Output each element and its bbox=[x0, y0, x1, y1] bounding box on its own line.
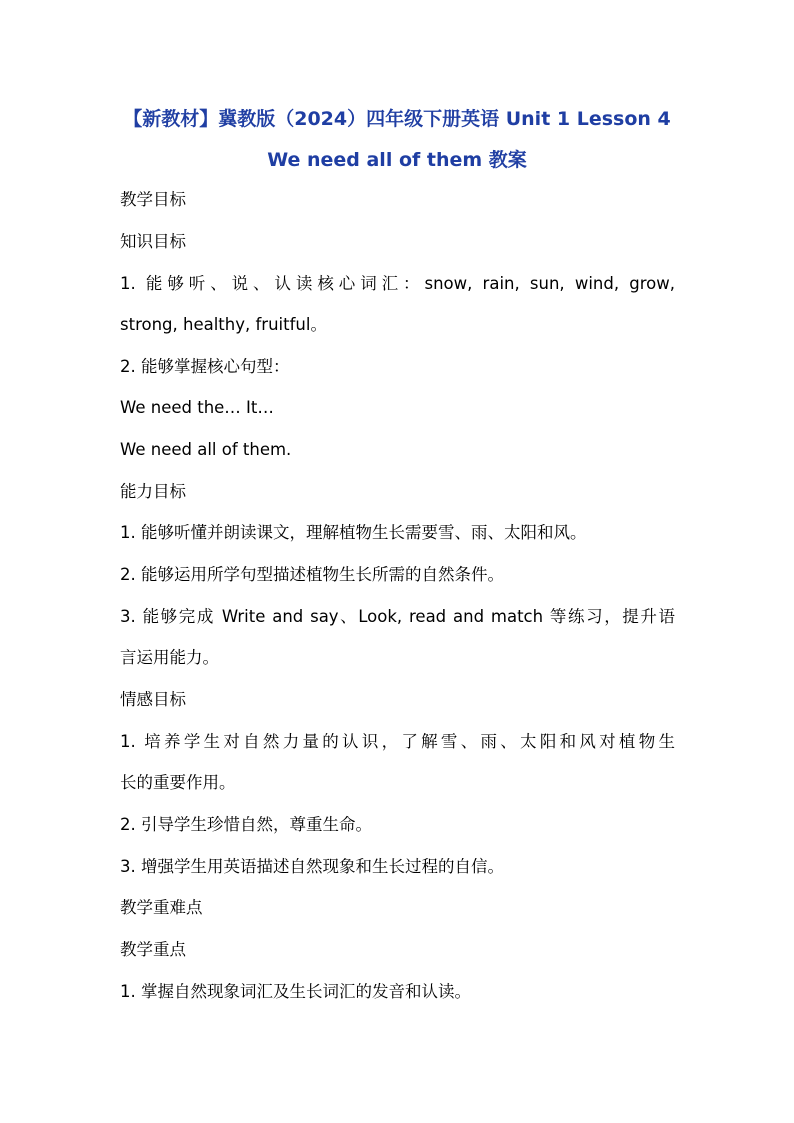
paragraph-line: We need all of them. bbox=[120, 440, 292, 459]
paragraph-line: 1. 能够听、说、认读核心词汇：snow, rain, sun, wind, grow, bbox=[120, 274, 675, 293]
heading-emotional-objectives: 情感目标 bbox=[120, 690, 186, 709]
paragraph-line: 2. 引导学生珍惜自然，尊重生命。 bbox=[120, 815, 372, 834]
paragraph-line: 3. 能够完成 Write and say、Look, read and match 等练习，提升语 bbox=[120, 607, 675, 626]
paragraph-line: 3. 增强学生用英语描述自然现象和生长过程的自信。 bbox=[120, 857, 504, 876]
heading-teaching-objectives: 教学目标 bbox=[120, 190, 186, 209]
paragraph-line: 言运用能力。 bbox=[120, 648, 219, 667]
document-title-line-2: We need all of them 教案 bbox=[267, 149, 527, 171]
paragraph-line: We need the… It… bbox=[120, 398, 274, 417]
paragraph-line: 2. 能够掌握核心句型： bbox=[120, 357, 290, 376]
document-title-line-1: 【新教材】冀教版（2024）四年级下册英语 Unit 1 Lesson 4 bbox=[123, 108, 671, 130]
heading-key-difficult-points: 教学重难点 bbox=[120, 898, 203, 917]
heading-key-points: 教学重点 bbox=[120, 940, 186, 959]
paragraph-line: 长的重要作用。 bbox=[120, 773, 236, 792]
heading-knowledge-objectives: 知识目标 bbox=[120, 232, 186, 251]
heading-ability-objectives: 能力目标 bbox=[120, 482, 186, 501]
paragraph-line: 1. 培养学生对自然力量的认识，了解雪、雨、太阳和风对植物生 bbox=[120, 732, 675, 751]
paragraph-line: 1. 能够听懂并朗读课文，理解植物生长需要雪、雨、太阳和风。 bbox=[120, 523, 587, 542]
paragraph-line: 1. 掌握自然现象词汇及生长词汇的发音和认读。 bbox=[120, 982, 471, 1001]
paragraph-line: strong, healthy, fruitful。 bbox=[120, 315, 327, 334]
paragraph-line: 2. 能够运用所学句型描述植物生长所需的自然条件。 bbox=[120, 565, 504, 584]
